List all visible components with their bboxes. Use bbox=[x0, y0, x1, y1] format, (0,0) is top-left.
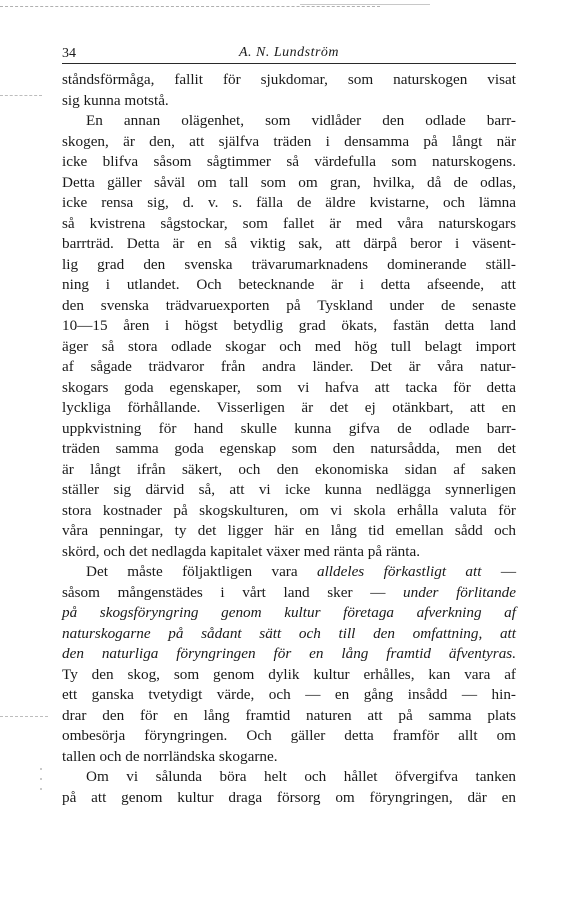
text-line: icke rensa sig, d. v. s. fälla de äldre kvistarne, och lämna bbox=[62, 194, 516, 211]
scan-artifact-top-rule-right bbox=[300, 4, 430, 5]
scan-artifact-margin-dot bbox=[40, 778, 42, 780]
text-line: Detta gäller såväl om tall som om gran, hvilka, då de odlas, bbox=[62, 173, 516, 191]
text-line: skogars goda egenskaper, som vi hafva att tacka för detta bbox=[62, 378, 516, 396]
text-line: sig kunna motstå. bbox=[62, 91, 169, 109]
text-line: barrträd. Detta är en så viktig sak, att därpå beror i väsent- bbox=[62, 235, 516, 252]
page-number: 34 bbox=[62, 46, 76, 61]
text-line: skörd, och det nedlagda kapitalet växer med ränta på ränta. bbox=[62, 542, 421, 560]
text-line: träden samma goda egenskap som den natursådda, men det bbox=[62, 440, 516, 457]
text-line: ombesörja föryngringen. Och gäller detta framför allt om bbox=[62, 727, 516, 744]
text-line: ett ganska tvetydigt värde, och — en gång insådd — hin- bbox=[62, 686, 516, 703]
text-line: icke blifva såsom sågtimmer så värdefulla som naturskogens. bbox=[62, 153, 516, 170]
text-run: såsom mångenstädes i vårt land sker — bbox=[62, 583, 404, 601]
scan-artifact-margin-dot bbox=[40, 768, 42, 770]
text-line bbox=[62, 624, 516, 645]
text-line bbox=[62, 644, 516, 665]
text-line: ning i utlandet. Och betecknande är i detta afseende, att bbox=[62, 276, 516, 293]
text-line: så kvistrena sågstockar, som fallet är med våra naturskogars bbox=[62, 214, 516, 232]
text-line bbox=[62, 562, 516, 583]
text-run: Det måste följaktligen vara bbox=[86, 563, 317, 580]
scan-artifact-margin-dash bbox=[0, 95, 42, 96]
text-line: äger så stora odlade skogar och med hög tull belagt import bbox=[62, 337, 516, 355]
text-line: En annan olägenhet, som vidlåder den odlade barr- bbox=[86, 112, 516, 129]
text-line: den svenska trädvaruexporten på Tyskland under de senaste bbox=[62, 296, 516, 314]
text-line: ställer sig därvid så, att vi icke kunna nedlägga synnerligen bbox=[62, 481, 516, 498]
text-line bbox=[62, 603, 516, 624]
scan-artifact-top-rule bbox=[0, 6, 380, 7]
text-line: på att genom kultur draga försorg om föryngringen, där en bbox=[62, 788, 516, 806]
scan-artifact-margin-dot bbox=[40, 788, 42, 790]
text-line: drar den för en lång framtid naturen att på samma plats bbox=[62, 706, 516, 724]
text-line: ståndsförmåga, fallit för sjukdomar, som naturskogen visat bbox=[62, 71, 516, 88]
text-line: 10—15 åren i högst betydlig grad ökats, fastän detta land bbox=[62, 317, 516, 334]
page-header bbox=[62, 44, 516, 66]
text-line: af sågade trädvaror från andra länder. Det är våra natur- bbox=[62, 358, 516, 375]
text-run: — bbox=[481, 563, 517, 580]
text-line bbox=[62, 583, 516, 604]
emphasized-text: naturskogarne på sådant sätt och till den omfattning, att bbox=[62, 624, 516, 642]
text-line: skogen, är den, att själfva träden i densamma på långt när bbox=[62, 132, 516, 150]
header-rule bbox=[62, 63, 516, 64]
emphasized-text: under förlitande bbox=[403, 583, 516, 601]
text-line: stora kostnader på skogskulturen, om vi skola erhålla valuta för bbox=[62, 501, 516, 519]
emphasized-text: den naturliga föryngringen för en lång framtid äfventyras. bbox=[62, 645, 516, 662]
text-line: lyckliga förhållande. Visserligen är det ej otänkbart, att en bbox=[62, 399, 516, 416]
text-line: uppkvistning för hand skulle kunna gifva de odlade barr- bbox=[62, 419, 516, 437]
text-line: tallen och de norrländska skogarne. bbox=[62, 747, 278, 765]
text-line: Om vi sålunda böra helt och hållet öfvergifva tanken bbox=[86, 768, 516, 785]
text-line: lig grad den svenska trävarumarknadens dominerande ställ- bbox=[62, 255, 516, 273]
text-line: våra penningar, ty det ligger här en lång tid emellan sådd och bbox=[62, 522, 516, 539]
text-line: är långt ifrån säkert, och den ekonomiska sidan af saken bbox=[62, 460, 516, 478]
emphasized-text: alldeles förkastligt att bbox=[316, 563, 482, 580]
emphasized-text: på skogsföryngring genom kultur företaga afverkning af bbox=[62, 604, 516, 621]
running-head: A. N. Lundström bbox=[238, 45, 340, 60]
scan-artifact-margin-dash bbox=[0, 716, 48, 717]
body-text bbox=[62, 70, 516, 808]
text-line: Ty den skog, som genom dylik kultur erhålles, kan vara af bbox=[62, 665, 516, 683]
